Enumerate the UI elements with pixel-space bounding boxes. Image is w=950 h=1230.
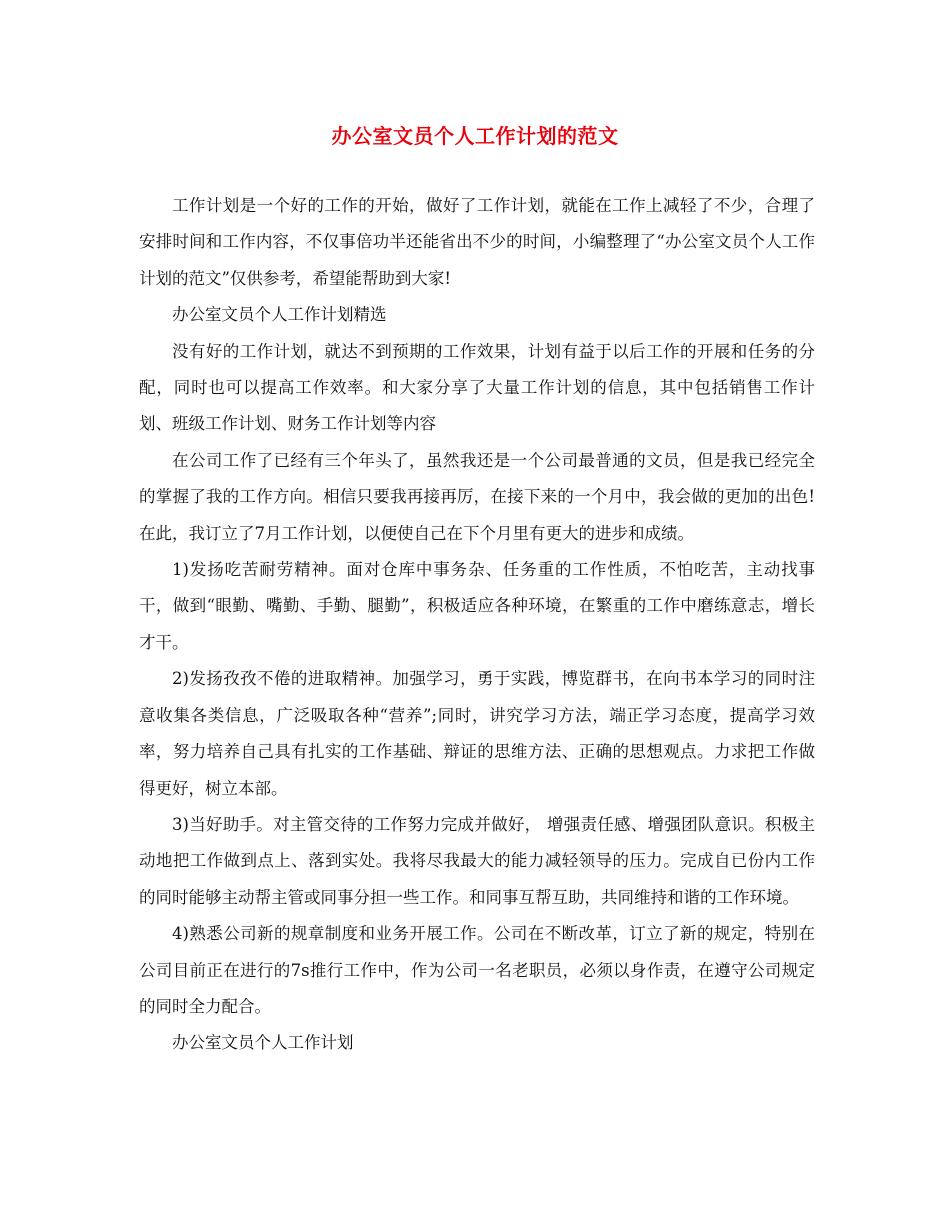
paragraph-background: 在公司工作了已经有三个年头了，虽然我还是一个公司最普通的文员，但是我已经完全的掌握了我的工作方向。相信只要我再接再厉，在接下来的一个月中，我会做的更加的出色!在此，我订立了7月工作计划，以便使自己在下个月里有更大的进步和成绩。 bbox=[139, 450, 815, 543]
paragraph-subheading-selected: 办公室文员个人工作计划精选 bbox=[172, 305, 387, 325]
paragraph-subheading-plan: 办公室文员个人工作计划 bbox=[172, 1033, 354, 1053]
paragraph-point-3: 3)当好助手。对主管交待的工作努力完成并做好， 增强责任感、增强团队意识。积极主动地把工作做到点上、落到实处。我将尽我最大的能力减轻领导的压力。完成自已份内工作的同时能够主动帮主管或同事分担一些工作。和同事互帮互助，共同维持和谐的工作环境。 bbox=[139, 814, 815, 907]
paragraph-point-4: 4)熟悉公司新的规章制度和业务开展工作。公司在不断改革，订立了新的规定，特别在公司目前正在进行的7s推行工作中，作为公司一名老职员，必须以身作责，在遵守公司规定的同时全力配合。 bbox=[139, 924, 815, 1016]
paragraph-point-2: 2)发扬孜孜不倦的进取精神。加强学习，勇于实践，博览群书，在向书本学习的同时注意收集各类信息，广泛吸取各种“营养”;同时，讲究学习方法，端正学习态度，提高学习效率，努力培养自己具有扎实的工作基础、辩证的思维方法、正确的思想观点。力求把工作做得更好，树立本部。 bbox=[139, 669, 815, 798]
paragraph-point-1: 1)发扬吃苦耐劳精神。面对仓库中事务杂、任务重的工作性质，不怕吃苦，主动找事干，做到“眼勤、嘴勤、手勤、腿勤”，积极适应各种环境，在繁重的工作中磨练意志，增长才干。 bbox=[139, 560, 815, 652]
document-title: 办公室文员个人工作计划的范文 bbox=[331, 124, 619, 148]
paragraph-plan-importance: 没有好的工作计划，就达不到预期的工作效果，计划有益于以后工作的开展和任务的分配，同时也可以提高工作效率。和大家分享了大量工作计划的信息，其中包括销售工作计划、班级工作计划、财务工作计划等内容 bbox=[139, 341, 815, 434]
paragraph-intro: 工作计划是一个好的工作的开始，做好了工作计划，就能在工作上减轻了不少，合理了安排时间和工作内容，不仅事倍功半还能省出不少的时间，小编整理了“办公室文员个人工作计划的范文”仅供参考，希望能帮助到大家! bbox=[139, 196, 815, 288]
document-body bbox=[139, 188, 815, 1062]
